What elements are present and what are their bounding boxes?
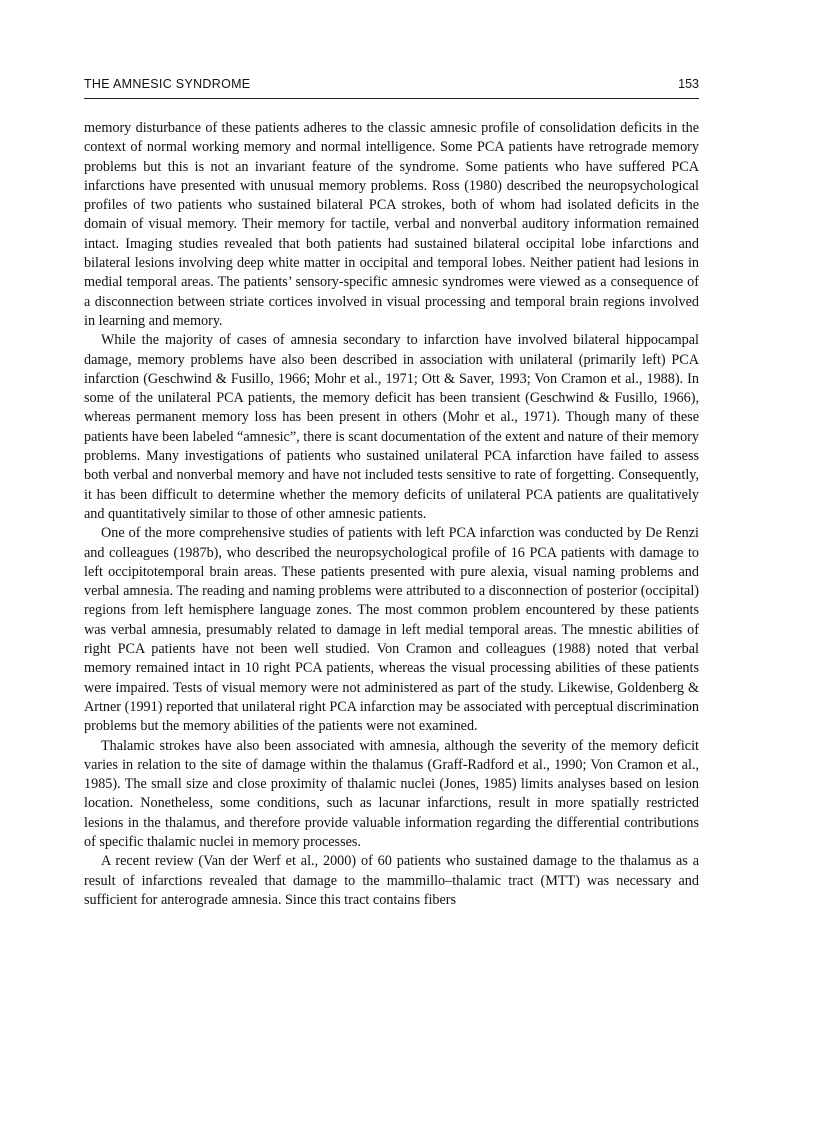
page-header: [84, 76, 699, 99]
running-head: THE AMNESIC SYNDROME: [84, 77, 251, 91]
page-number: 153: [678, 77, 699, 91]
paragraph-2: While the majority of cases of amnesia secondary to infarction have involved bilateral hippocampal damage, memory problems have also been described in association with unilateral (primarily left) PCA infarction (Geschwind & Fusillo, 1966; Mohr et al., 1971; Ott & Saver, 1993; Von Cramon et al., 1988). In some of the unilateral PCA patients, the memory deficit has been transient (Geschwind & Fusillo, 1966), whereas permanent memory loss has been present in others (Mohr et al., 1971). Though many of these patients have been labeled “amnesic”, there is scant documentation of the extent and nature of their memory problems. Many investigations of patients who sustained unilateral PCA infarction have failed to assess both verbal and nonverbal memory and have not included tests sensitive to rate of forgetting. Consequently, it has been difficult to determine whether the memory deficits of unilateral PCA patients are qualitatively and quantitatively similar to those of other amnesic patients.: [84, 332, 699, 522]
paragraph-1: memory disturbance of these patients adheres to the classic amnesic profile of consolidation deficits in the context of normal working memory and normal intelligence. Some PCA patients have retrograde memory problems but this is not an invariant feature of the syndrome. Some patients who have suffered PCA infarctions have presented with unusual memory problems. Ross (1980) described the neuropsychological profiles of two patients who sustained bilateral PCA strokes, both of whom had isolated deficits in the domain of visual memory. Their memory for tactile, verbal and nonverbal auditory information remained intact. Imaging studies revealed that both patients had sustained bilateral occipital lobe infarctions and bilateral lesions involving deep white matter in occipital and temporal lobes. Neither patient had lesions in medial temporal areas. The patients’ sensory-specific amnesic syndromes were viewed as a consequence of a disconnection between striate cortices involved in visual processing and temporal brain regions involved in learning and memory.: [84, 120, 699, 329]
body-text: [84, 119, 699, 910]
paragraph-5: A recent review (Van der Werf et al., 2000) of 60 patients who sustained damage to the thalamus as a result of infarctions revealed that damage to the mammillo–thalamic tract (MTT) was necessary and sufficient for anterograde amnesia. Since this tract contains fibers: [84, 853, 699, 908]
paragraph-4: Thalamic strokes have also been associated with amnesia, although the severity of the memory deficit varies in relation to the site of damage within the thalamus (Graff-Radford et al., 1990; Von Cramon et al., 1985). The small size and close proximity of thalamic nuclei (Jones, 1985) limits analyses based on lesion location. Nonetheless, some conditions, such as lacunar infarctions, result in more spatially restricted lesions in the thalamus, and therefore provide valuable information regarding the differential contributions of specific thalamic nuclei in memory processes.: [84, 737, 699, 850]
paragraph-3: One of the more comprehensive studies of patients with left PCA infarction was conducted by De Renzi and colleagues (1987b), who described the neuropsychological profile of 16 PCA patients with damage to left occipitotemporal brain areas. These patients presented with pure alexia, visual naming problems and verbal amnesia. The reading and naming problems were attributed to a disconnection of posterior (occipital) regions from left hemisphere language zones. The most common problem encountered by these patients was verbal amnesia, presumably related to damage in left medial temporal areas. The mnestic abilities of right PCA patients have not been well studied. Von Cramon and colleagues (1988) noted that verbal memory remained intact in 10 right PCA patients, whereas the visual processing abilities of these patients were impaired. Tests of visual memory were not administered as part of the study. Likewise, Goldenberg & Artner (1991) reported that unilateral right PCA infarction may be associated with perceptual discrimination problems but the memory abilities of the patients were not examined.: [84, 525, 699, 735]
